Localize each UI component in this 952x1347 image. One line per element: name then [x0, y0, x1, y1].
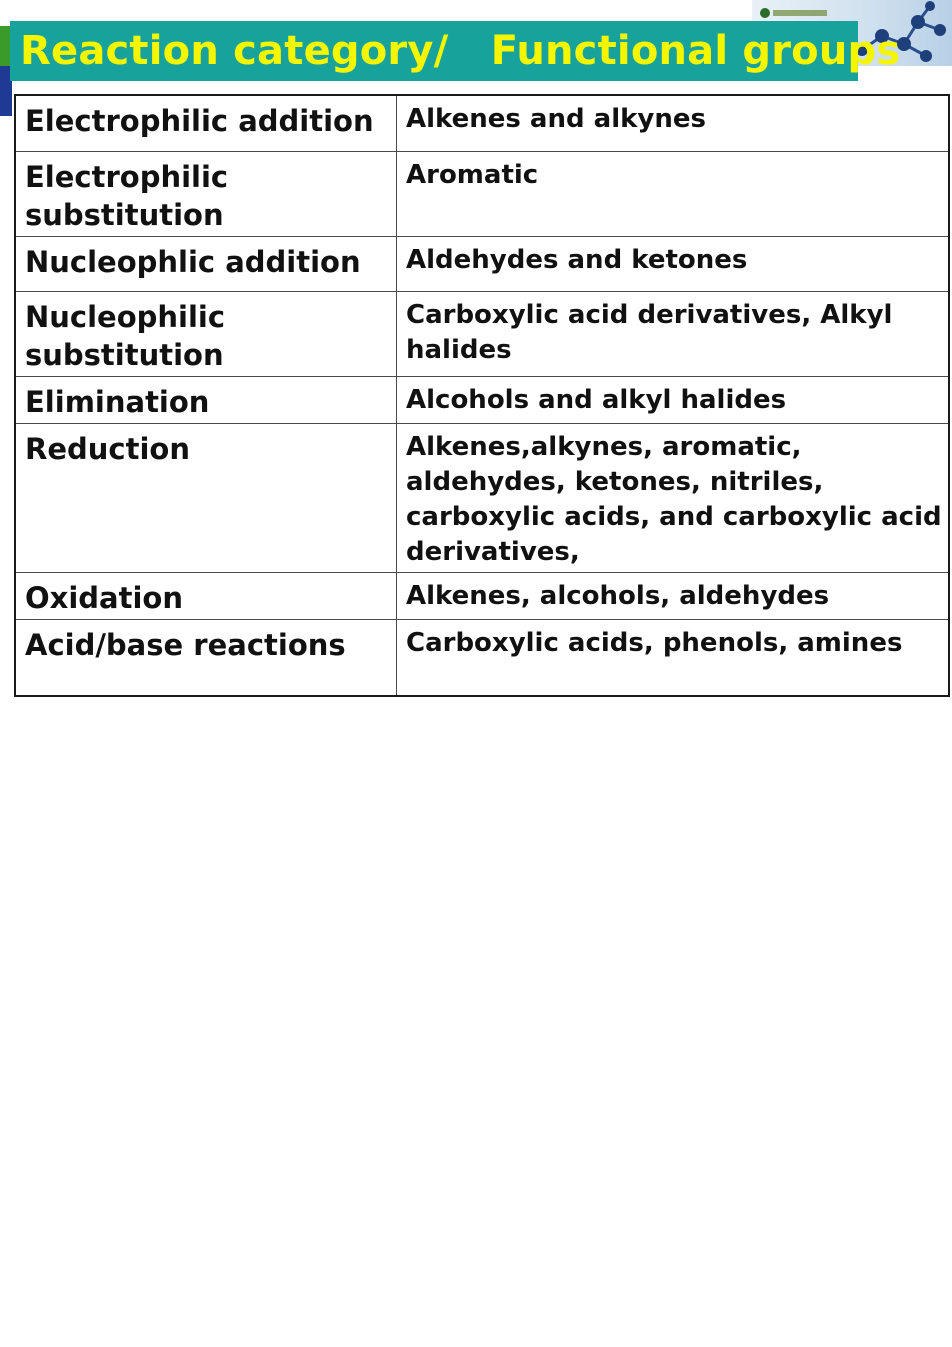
- table-row: [16, 423, 948, 572]
- table-row: [16, 619, 948, 695]
- table-row: [16, 236, 948, 291]
- table-row: [16, 151, 948, 236]
- reaction-category-cell: Nucleophlic addition: [16, 236, 397, 291]
- reaction-category-cell: Oxidation: [16, 572, 397, 619]
- functional-groups-cell: Carboxylic acids, phenols, amines: [397, 619, 949, 695]
- table-row: [16, 291, 948, 376]
- functional-groups-cell: Alcohols and alkyl halides: [397, 376, 949, 423]
- functional-groups-cell: Alkenes,alkynes, aromatic, aldehydes, ketones, nitriles, carboxylic acids, and carboxylic acid derivatives,: [397, 423, 949, 572]
- functional-groups-cell: Carboxylic acid derivatives, Alkyl halides: [397, 291, 949, 376]
- title-bar: [10, 21, 901, 81]
- university-logo: [760, 6, 830, 20]
- reaction-category-cell: Reduction: [16, 423, 397, 572]
- reaction-category-cell: Electrophilic substitution: [16, 151, 397, 236]
- reaction-category-cell: Elimination: [16, 376, 397, 423]
- reaction-category-cell: Acid/base reactions: [16, 619, 397, 695]
- reaction-category-cell: Electrophilic addition: [16, 96, 397, 151]
- reaction-category-cell: Nucleophilic substitution: [16, 291, 397, 376]
- functional-groups-cell: Alkenes, alcohols, aldehydes: [397, 572, 949, 619]
- reaction-table-grid: [16, 96, 948, 695]
- page-title: Reaction category/ Functional groups: [20, 28, 901, 74]
- table-row: [16, 96, 948, 151]
- functional-groups-cell: Aromatic: [397, 151, 949, 236]
- table-row: [16, 572, 948, 619]
- table-row: [16, 376, 948, 423]
- functional-groups-cell: Aldehydes and ketones: [397, 236, 949, 291]
- functional-groups-cell: Alkenes and alkynes: [397, 96, 949, 151]
- reaction-table: [14, 94, 950, 697]
